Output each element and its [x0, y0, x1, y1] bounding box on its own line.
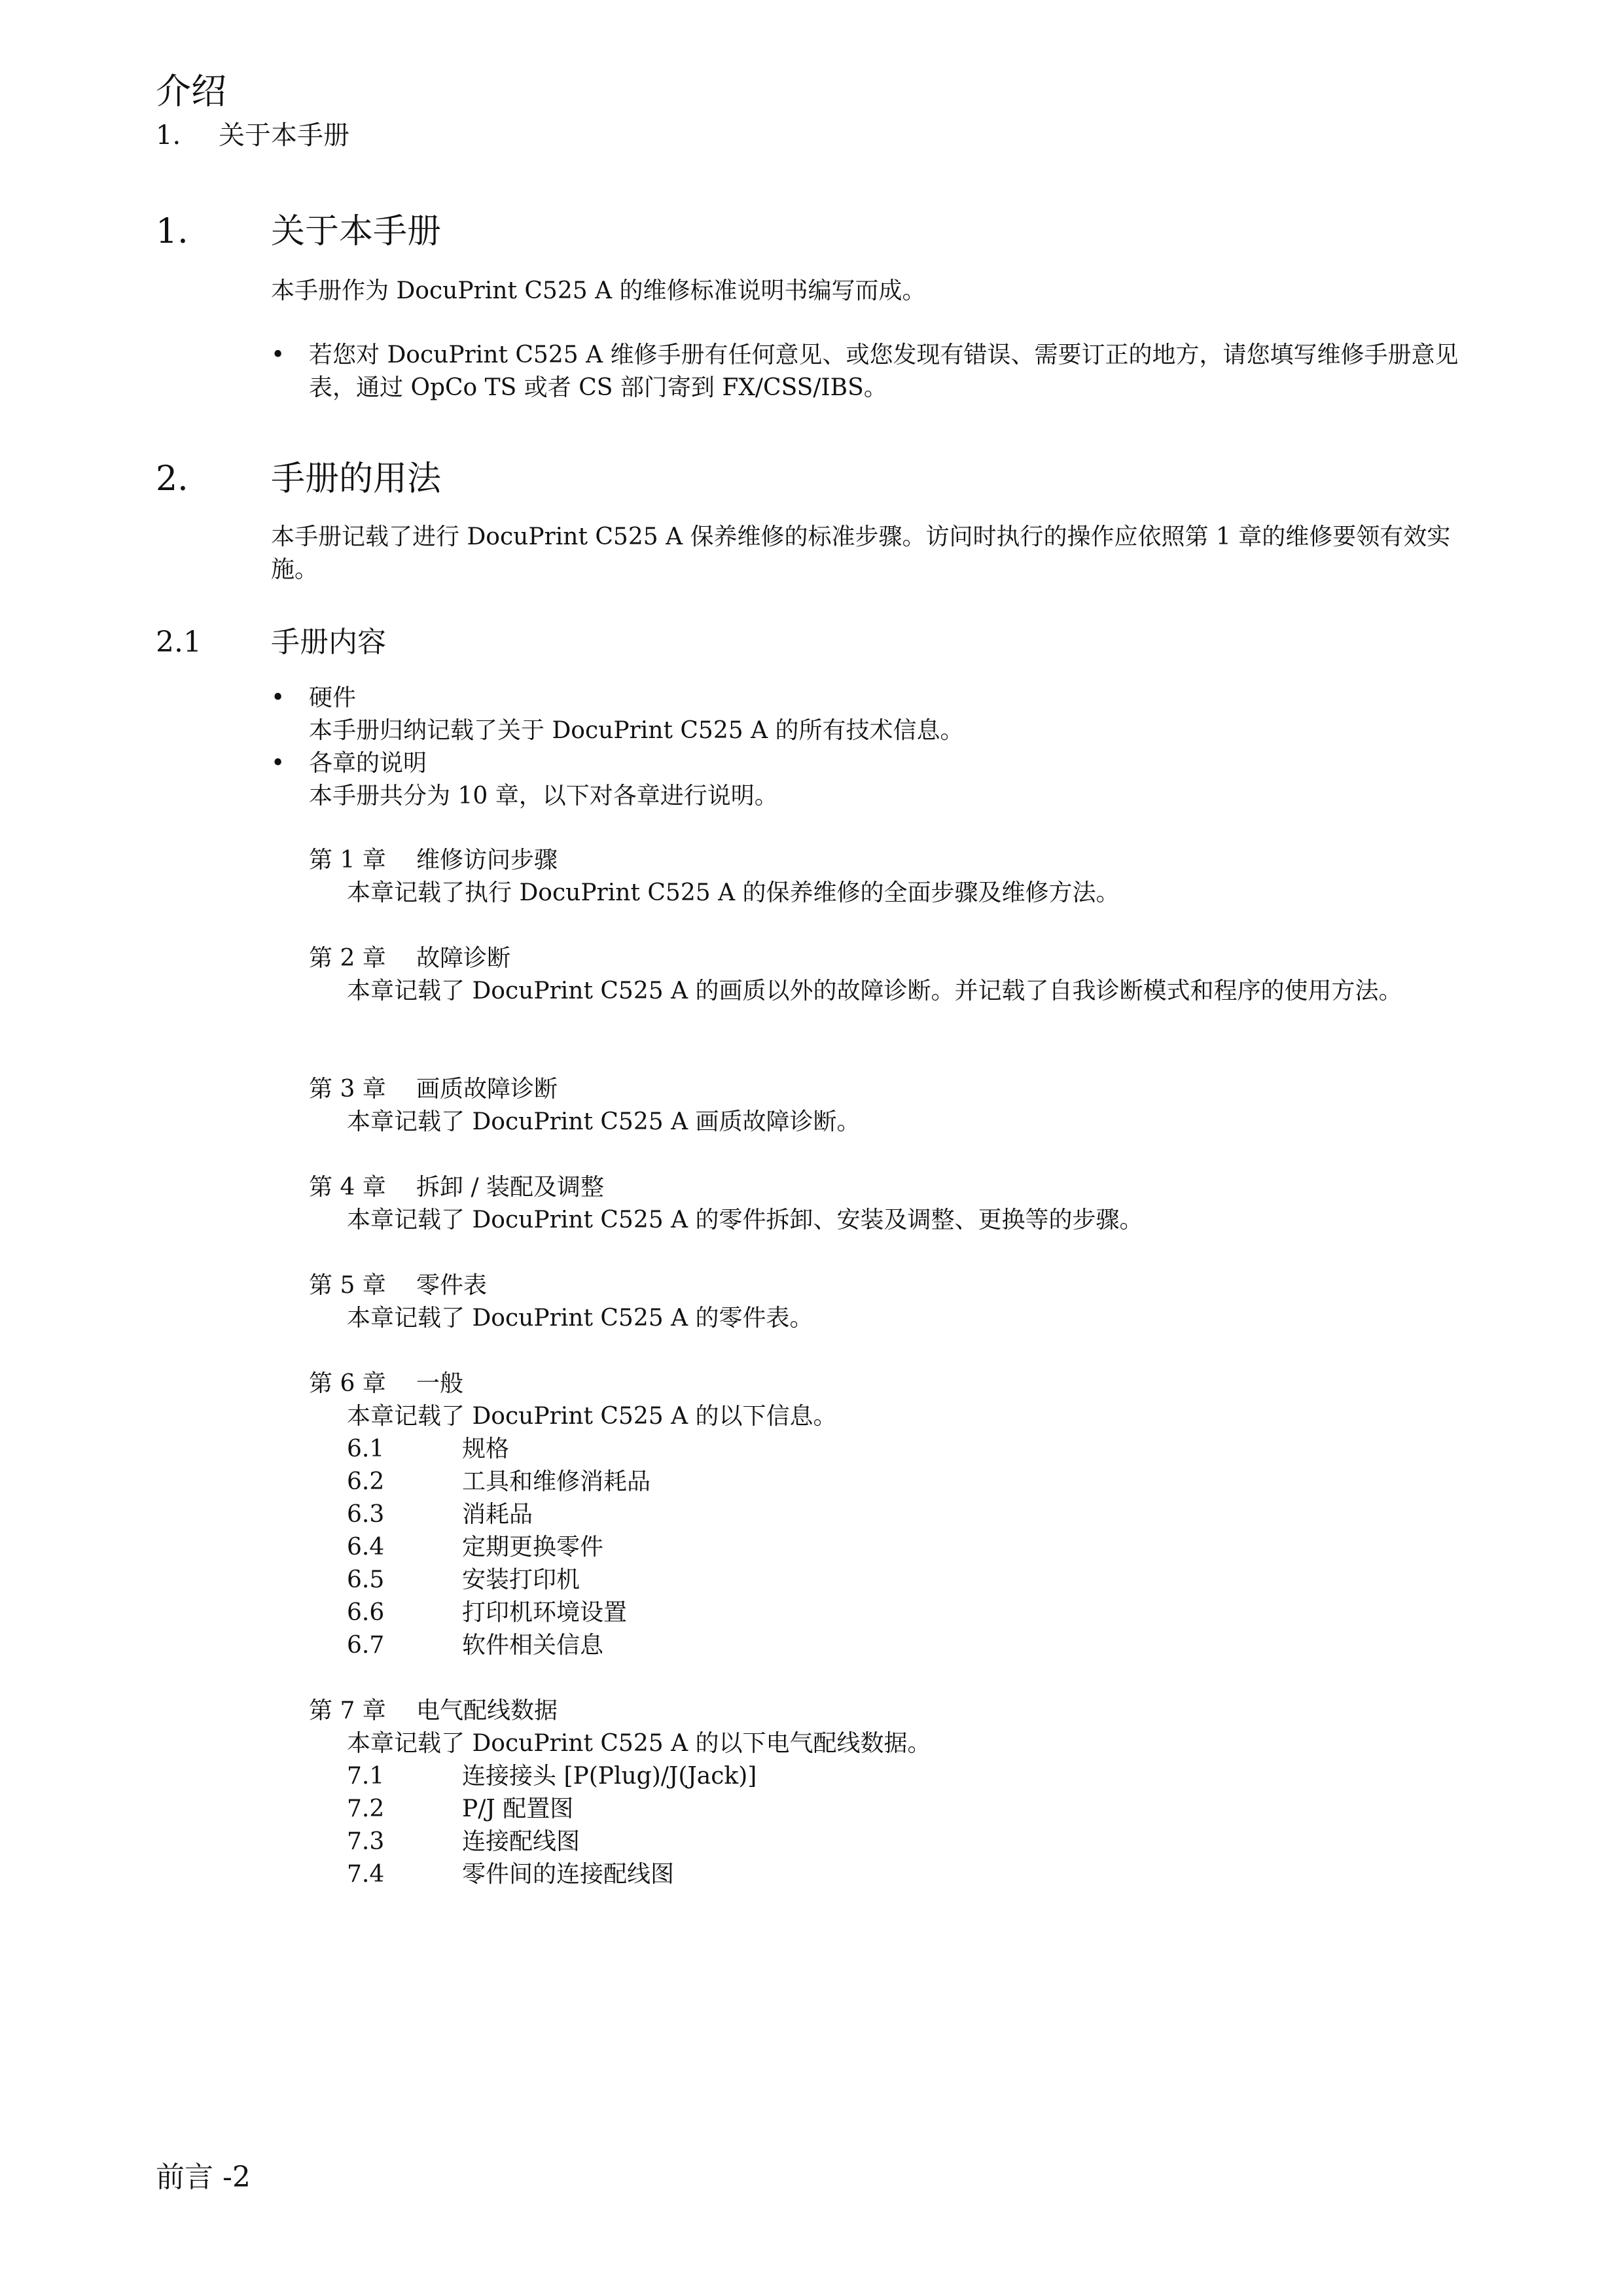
subsection-number: 7.2 [347, 1795, 385, 1822]
chapter-number: 第 1 章 [309, 847, 386, 874]
section-1-number: 1. [156, 212, 188, 251]
subsection-number: 6.7 [347, 1632, 385, 1659]
chapter-5 [309, 1269, 1487, 1335]
chapter-description: 本章记载了 DocuPrint C525 A 的以下信息。 [347, 1403, 837, 1430]
bullet-icon: • [271, 684, 285, 711]
chapter-number: 第 4 章 [309, 1174, 386, 1201]
chapter-title [309, 844, 1487, 877]
chapter-description: 本章记载了 DocuPrint C525 A 的画质以外的故障诊断。并记载了自我诊断模式和程序的使用方法。 [347, 978, 1402, 1004]
chapter-name: 故障诊断 [416, 945, 511, 972]
chapter-name: 维修访问步骤 [416, 847, 558, 874]
subsection-number: 6.4 [347, 1534, 385, 1561]
section-1-title: 关于本手册 [271, 212, 442, 251]
chapter-description: 本章记载了 DocuPrint C525 A 的零件表。 [347, 1305, 813, 1332]
section-2-1-title: 手册内容 [271, 626, 386, 659]
subsection-item [347, 1760, 1487, 1793]
page-number-footer: 前言 -2 [156, 2161, 251, 2194]
chapter-6 [309, 1368, 1487, 1662]
bullet-icon: • [271, 750, 285, 777]
subsection-label: 连接配线图 [462, 1828, 580, 1855]
subsection-number: 6.5 [347, 1566, 385, 1593]
subsection-label: P/J 配置图 [462, 1795, 574, 1822]
section-2-1-number: 2.1 [156, 626, 202, 659]
subsection-label: 安装打印机 [462, 1566, 580, 1593]
chapter-description: 本章记载了 DocuPrint C525 A 画质故障诊断。 [347, 1108, 861, 1135]
subsection-number: 6.1 [347, 1436, 385, 1462]
bullet-text: 本手册归纳记载了关于 DocuPrint C525 A 的所有技术信息。 [309, 717, 964, 744]
chapter-number: 第 7 章 [309, 1697, 386, 1724]
section-1-bullet-text: 若您对 DocuPrint C525 A 维修手册有任何意见、或您发现有错误、需要订正的地方，请您填写维修手册意见表，通过 OpCo TS 或者 CS 部门寄到 FX/CSS/IBS。 [309, 342, 1459, 401]
chapter-name: 画质故障诊断 [416, 1076, 558, 1103]
subsection-item [347, 1433, 1487, 1466]
chapter-title [309, 1368, 1487, 1400]
section-1-bullet [271, 339, 1488, 404]
subsection-item [347, 1498, 1487, 1531]
subsection-item [347, 1826, 1487, 1858]
subsection-label: 工具和维修消耗品 [462, 1468, 651, 1495]
subsection-item [347, 1858, 1487, 1891]
subsection-label: 连接接头 [P(Plug)/J(Jack)] [462, 1763, 757, 1790]
subsection-number: 7.3 [347, 1828, 385, 1855]
subsection-item [347, 1597, 1487, 1629]
header-title: 介绍 [156, 71, 226, 112]
chapter-4 [309, 1171, 1487, 1237]
subsection-item [347, 1531, 1487, 1564]
section-2-1-heading [156, 624, 386, 661]
chapter-title [309, 1171, 1487, 1204]
chapter-2 [309, 942, 1487, 1008]
chapter-3 [309, 1073, 1487, 1139]
chapter-number: 第 6 章 [309, 1370, 386, 1397]
contents-bullet-chapters [271, 747, 1488, 813]
chapter-number: 第 3 章 [309, 1076, 386, 1103]
subsection-item [347, 1629, 1487, 1662]
subsection-label: 规格 [462, 1436, 510, 1462]
chapter-title [309, 1695, 1487, 1727]
subsection-item [347, 1564, 1487, 1597]
subsection-label: 软件相关信息 [462, 1632, 604, 1659]
chapter-number: 第 2 章 [309, 945, 386, 972]
chapter-1 [309, 844, 1487, 910]
section-1-heading [156, 211, 441, 253]
bullet-text: 本手册共分为 10 章，以下对各章进行说明。 [309, 783, 778, 809]
bullet-title: 各章的说明 [309, 750, 427, 777]
section-1-paragraph: 本手册作为 DocuPrint C525 A 的维修标准说明书编写而成。 [271, 277, 926, 304]
subsection-label: 打印机环境设置 [462, 1599, 628, 1626]
subsection-number: 6.6 [347, 1599, 385, 1626]
subsection-item [347, 1793, 1487, 1826]
chapter-name: 拆卸 / 装配及调整 [416, 1174, 605, 1201]
chapter-title [309, 1269, 1487, 1302]
chapter-number: 第 5 章 [309, 1272, 386, 1299]
chapter-title [309, 942, 1487, 975]
subsection-label: 零件间的连接配线图 [462, 1861, 675, 1888]
subsection-number: 7.4 [347, 1861, 385, 1888]
bullet-icon: • [271, 342, 285, 368]
subsection-number: 6.2 [347, 1468, 385, 1495]
section-2-title: 手册的用法 [271, 459, 442, 499]
chapter-description: 本章记载了执行 DocuPrint C525 A 的保养维修的全面步骤及维修方法。 [347, 879, 1120, 906]
bullet-title: 硬件 [309, 684, 357, 711]
header-subtitle [156, 119, 349, 152]
chapter-7 [309, 1695, 1487, 1891]
chapter-description: 本章记载了 DocuPrint C525 A 的零件拆卸、安装及调整、更换等的步骤。 [347, 1207, 1143, 1233]
subsection-label: 消耗品 [462, 1501, 533, 1528]
subsection-number: 6.3 [347, 1501, 385, 1528]
chapter-name: 一般 [416, 1370, 464, 1397]
header-sub-label: 关于本手册 [219, 120, 349, 150]
subsection-item [347, 1466, 1487, 1498]
chapter-name: 电气配线数据 [416, 1697, 558, 1724]
section-2-heading [156, 458, 441, 500]
chapter-name: 零件表 [416, 1272, 488, 1299]
subsection-label: 定期更换零件 [462, 1534, 604, 1561]
contents-bullet-hardware [271, 682, 1488, 747]
chapter-title [309, 1073, 1487, 1106]
chapter-description: 本章记载了 DocuPrint C525 A 的以下电气配线数据。 [347, 1730, 931, 1757]
header-sub-number: 1. [156, 120, 181, 150]
subsection-number: 7.1 [347, 1763, 385, 1790]
section-2-number: 2. [156, 459, 188, 499]
section-2-paragraph: 本手册记载了进行 DocuPrint C525 A 保养维修的标准步骤。访问时执行的操作应依照第 1 章的维修要领有效实施。 [271, 523, 1451, 583]
